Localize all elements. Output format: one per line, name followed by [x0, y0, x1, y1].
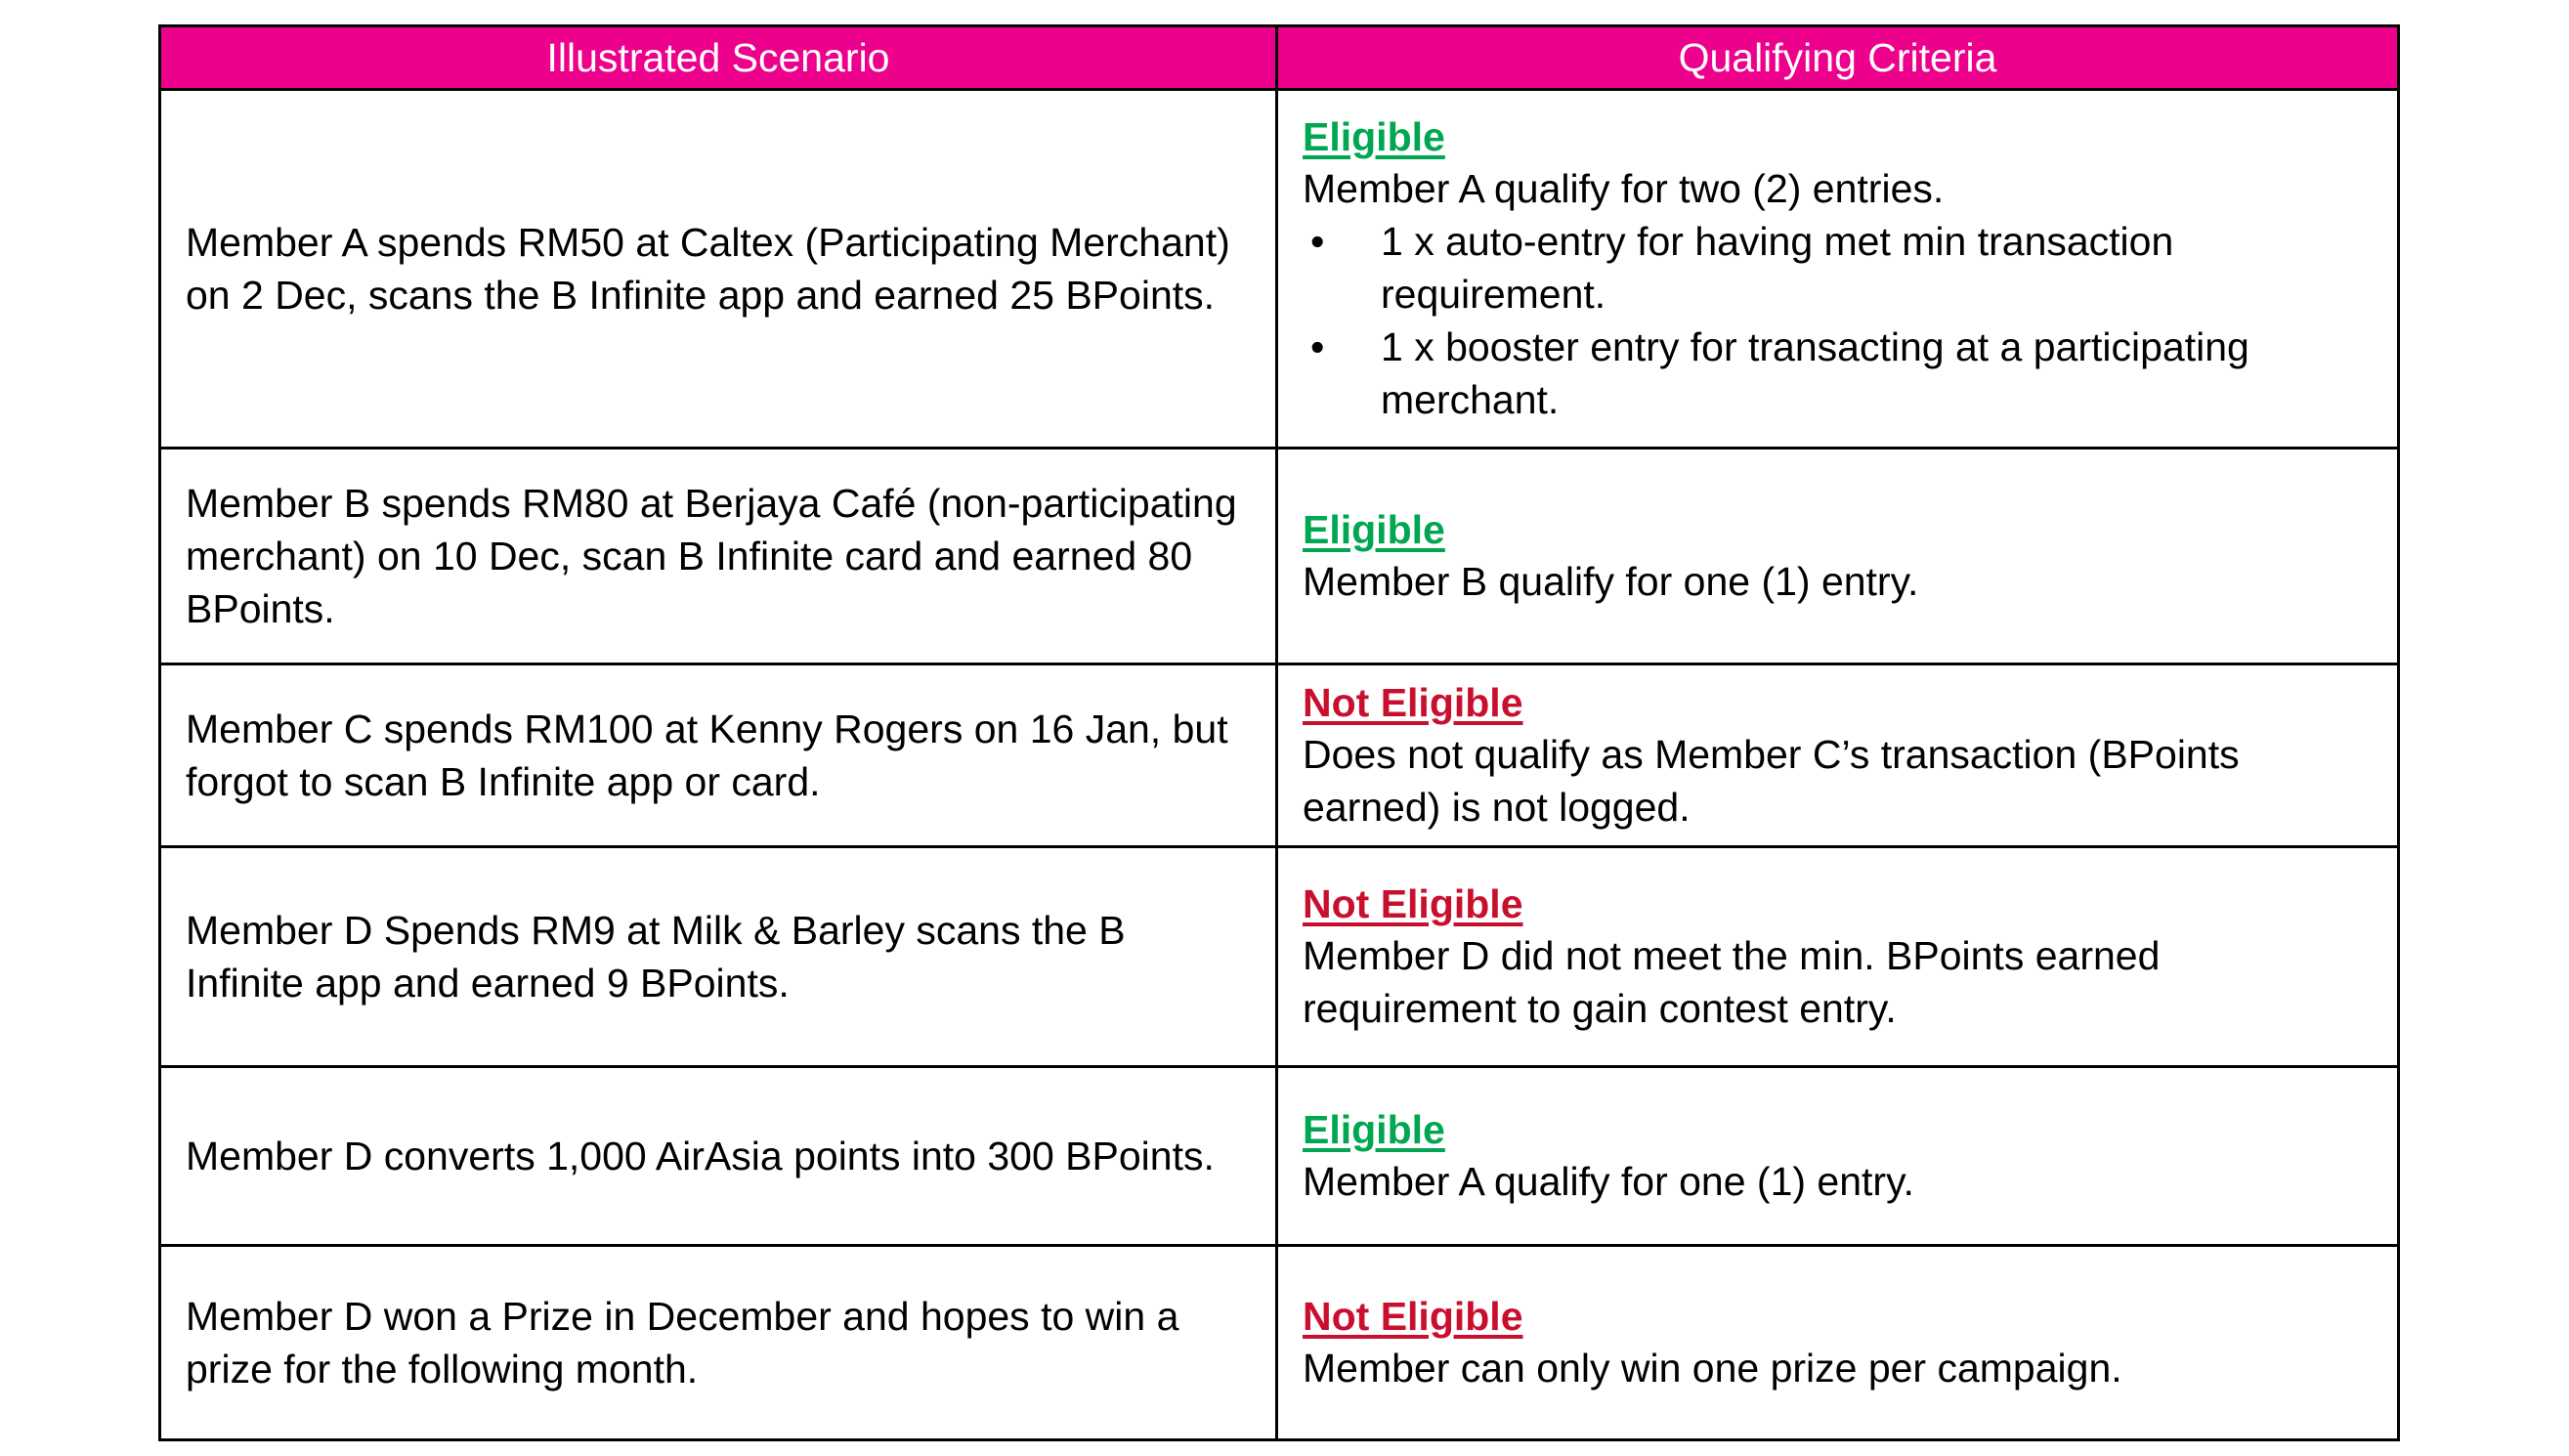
scenario-text: Member C spends RM100 at Kenny Rogers on 16 Jan, but forgot to scan B Infinite app or card.: [186, 707, 1228, 804]
criteria-description: Member B qualify for one (1) entry.: [1303, 559, 1919, 604]
scenario-cell: [160, 1246, 1277, 1440]
table-row: [160, 1246, 2399, 1440]
scenario-table: [158, 24, 2400, 1441]
eligibility-status: Not Eligible: [1303, 1294, 1523, 1339]
header-illustrated-scenario: Illustrated Scenario: [160, 26, 1277, 90]
criteria-description: Member D did not meet the min. BPoints earned requirement to gain contest entry.: [1303, 933, 2161, 1031]
bullet-icon: •: [1310, 219, 1325, 264]
list-item: [1303, 215, 2374, 321]
eligibility-status: Eligible: [1303, 1107, 1445, 1152]
eligibility-status: Eligible: [1303, 507, 1445, 552]
scenario-text: Member D won a Prize in December and hopes to win a prize for the following month.: [186, 1294, 1179, 1392]
criteria-description: Does not qualify as Member C’s transaction (BPoints earned) is not logged.: [1303, 732, 2240, 830]
entry-breakdown-list: [1303, 215, 2374, 426]
list-item: [1303, 321, 2374, 426]
criteria-description: Member can only win one prize per campaign.: [1303, 1346, 2122, 1391]
scenario-text: Member D converts 1,000 AirAsia points into 300 BPoints.: [186, 1134, 1215, 1178]
criteria-description: Member A qualify for two (2) entries.: [1303, 166, 1945, 211]
scenario-cell: [160, 664, 1277, 847]
header-qualifying-criteria: Qualifying Criteria: [1277, 26, 2399, 90]
eligibility-status: Eligible: [1303, 114, 1445, 159]
list-item-text: 1 x auto-entry for having met min transaction requirement.: [1381, 219, 2174, 317]
table-header: [160, 26, 2399, 90]
criteria-cell: [1277, 1246, 2399, 1440]
scenario-table-container: [158, 24, 2397, 1441]
criteria-cell: [1277, 90, 2399, 449]
table-body: [160, 90, 2399, 1440]
scenario-text: Member B spends RM80 at Berjaya Café (non-participating merchant) on 10 Dec, scan B Infinite card and earned 80 BPoints.: [186, 481, 1237, 631]
header-row: [160, 26, 2399, 90]
criteria-cell: [1277, 664, 2399, 847]
eligibility-status: Not Eligible: [1303, 680, 1523, 725]
bullet-icon: •: [1310, 324, 1325, 369]
criteria-cell: [1277, 449, 2399, 664]
table-row: [160, 847, 2399, 1067]
table-row: [160, 1067, 2399, 1246]
criteria-cell: [1277, 1067, 2399, 1246]
eligibility-status: Not Eligible: [1303, 881, 1523, 926]
scenario-cell: [160, 847, 1277, 1067]
table-row: [160, 90, 2399, 449]
scenario-cell: [160, 90, 1277, 449]
scenario-cell: [160, 449, 1277, 664]
list-item-text: 1 x booster entry for transacting at a participating merchant.: [1381, 324, 2249, 422]
scenario-text: Member A spends RM50 at Caltex (Participating Merchant) on 2 Dec, scans the B Infinite app and earned 25 BPoints.: [186, 220, 1230, 318]
criteria-cell: [1277, 847, 2399, 1067]
criteria-description: Member A qualify for one (1) entry.: [1303, 1159, 1914, 1204]
table-row: [160, 449, 2399, 664]
table-row: [160, 664, 2399, 847]
scenario-text: Member D Spends RM9 at Milk & Barley scans the B Infinite app and earned 9 BPoints.: [186, 908, 1126, 1006]
scenario-cell: [160, 1067, 1277, 1246]
